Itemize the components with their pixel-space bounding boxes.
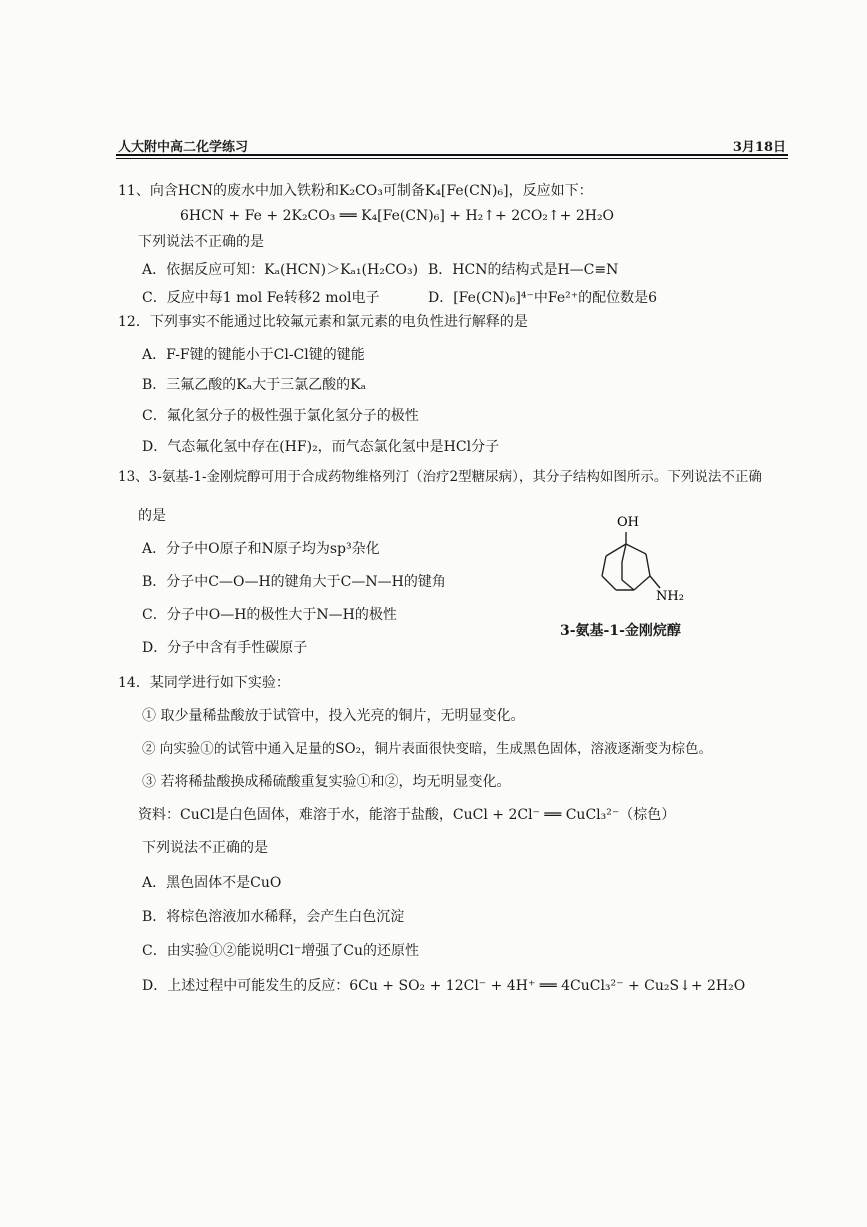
figure-caption: 3-氨基-1-金刚烷醇 <box>560 623 681 639</box>
figure-nh2-label: NH₂ <box>656 589 684 604</box>
q14-step-1: ① 取少量稀盐酸放于试管中，投入光亮的铜片，无明显变化。 <box>142 708 525 724</box>
q11-stem: 11、向含HCN的废水中加入铁粉和K₂CO₃可制备K₄[Fe(CN)₆]，反应如下： <box>118 183 593 199</box>
q13-option-d: D．分子中含有手性碳原子 <box>142 640 308 656</box>
q12-option-a: A．F-F键的键能小于Cl-Cl键的键能 <box>142 347 365 363</box>
q13-option-c: C．分子中O—H的极性大于N—H的极性 <box>142 607 397 623</box>
q13-stem: 13、3-氨基-1-金刚烷醇可用于合成药物维格列汀（治疗2型糖尿病），其分子结构如图所示。下列说法不正确 <box>118 469 762 485</box>
figure-oh-label: OH <box>617 515 639 530</box>
q14-step-2: ② 向实验①的试管中通入足量的SO₂，铜片表面很快变暗，生成黑色固体，溶液逐渐变为棕色。 <box>142 741 713 757</box>
q11-ask: 下列说法不正确的是 <box>138 234 264 250</box>
q14-info: 资料：CuCl是白色固体，难溶于水，能溶于盐酸，CuCl + 2Cl⁻ ══ CuCl₃²⁻（棕色） <box>138 807 676 823</box>
q13-option-b: B．分子中C—O—H的键角大于C—N—H的键角 <box>142 574 446 590</box>
q12-option-c: C．氟化氢分子的极性强于氯化氢分子的极性 <box>142 408 419 424</box>
q11-option-c: C．反应中每1 mol Fe转移2 mol电子 <box>142 290 380 306</box>
adamantane-skeleton <box>602 532 660 590</box>
q14-option-c: C．由实验①②能说明Cl⁻增强了Cu的还原性 <box>142 943 420 959</box>
q14-stem: 14．某同学进行如下实验： <box>118 675 290 691</box>
q11-option-b: B．HCN的结构式是H—C≡N <box>428 262 619 278</box>
q14-option-a: A．黑色固体不是CuO <box>142 875 282 891</box>
page-header <box>118 136 786 156</box>
q14-option-b: B．将棕色溶液加水稀释，会产生白色沉淀 <box>142 909 405 925</box>
q14-ask: 下列说法不正确的是 <box>142 840 268 856</box>
q12-stem: 12．下列事实不能通过比较氟元素和氯元素的电负性进行解释的是 <box>118 314 528 330</box>
q13-stem-cont: 的是 <box>138 508 166 524</box>
q11-option-a: A．依据反应可知：Kₐ(HCN)＞Kₐ₁(H₂CO₃) <box>142 262 419 278</box>
q14-step-3: ③ 若将稀盐酸换成稀硫酸重复实验①和②，均无明显变化。 <box>142 774 511 790</box>
header-rule-thin <box>116 158 788 159</box>
q12-option-b: B．三氟乙酸的Kₐ大于三氯乙酸的Kₐ <box>142 377 367 393</box>
q11-option-d: D．[Fe(CN)₆]⁴⁻中Fe²⁺的配位数是6 <box>428 290 658 306</box>
q12-option-d: D．气态氟化氢中存在(HF)₂，而气态氯化氢中是HCl分子 <box>142 439 500 455</box>
header-date: 3月18日 <box>732 140 786 155</box>
q13-option-a: A．分子中O原子和N原子均为sp³杂化 <box>142 541 380 557</box>
q11-equation: 6HCN + Fe + 2K₂CO₃ ══ K₄[Fe(CN)₆] + H₂↑+ 2CO₂↑+ 2H₂O <box>180 208 615 224</box>
header-rule <box>116 154 788 156</box>
q14-option-d: D．上述过程中可能发生的反应：6Cu + SO₂ + 12Cl⁻ + 4H⁺ ══ 4CuCl₃²⁻ + Cu₂S↓+ 2H₂O <box>142 978 746 994</box>
header-title: 人大附中高二化学练习 <box>118 140 249 155</box>
